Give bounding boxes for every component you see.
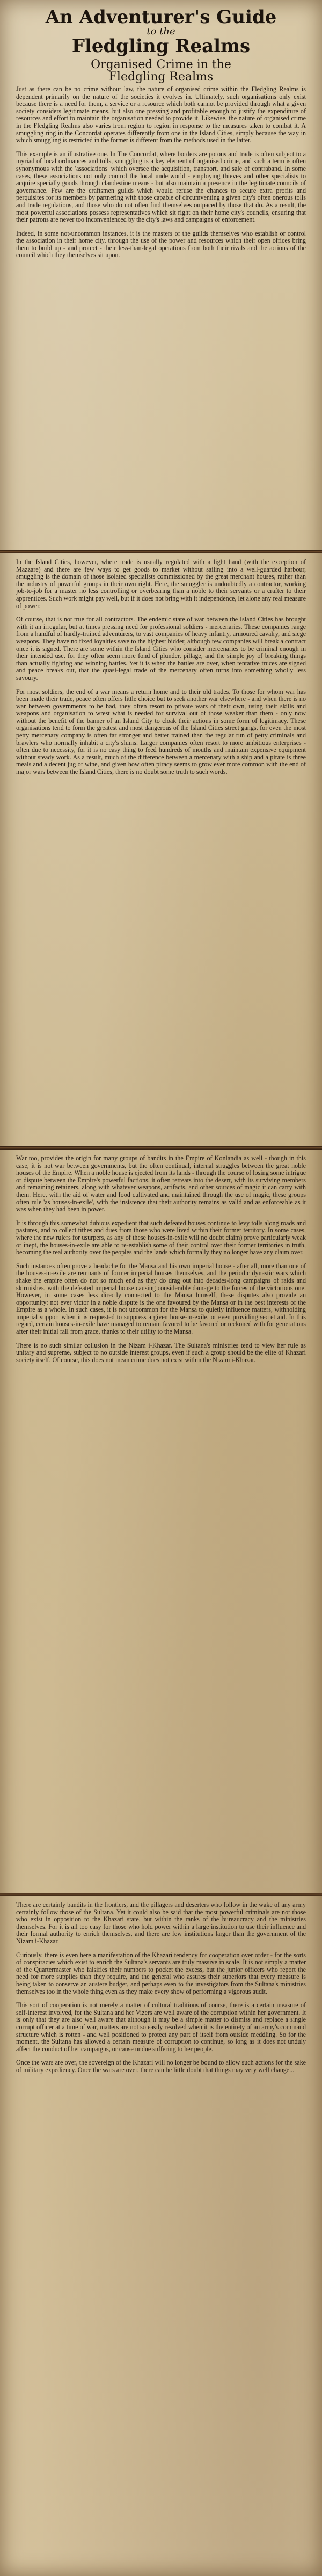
paragraph: Of course, that is not true for all contractors. The endemic state of war between the Island Cities has brought with it an irregular, but at times pressing need for professional soldiers - mercenaries. These companies range from a handful of hardly-trained adventurers, to vast companies of heavy infantry, armoured cavalry, and siege weapons. They have no fixed loyalties save to the highest bidder, although few companies will break a contract once it is signed. There are some within the Island Cities who consider mercenaries to be criminal enough in their intended use, for they often seem more fond of plunder, pillage, and the simple joy of breaking things than actually fighting and winning battles. Yet it is when the battles are over, when tentative truces are signed and peace breaks out, that the quasi-legal trade of the mercenary often turns into something wholly less savoury. <box>16 616 306 682</box>
chapter-title-line1: Organised Crime in the <box>91 58 231 71</box>
paragraph: Indeed, in some not-uncommon instances, it is the masters of the guilds themselves who establish or control the association in their home city, through the use of the power and resources which their open offices bring them to build up - and protect - their less-than-legal operations from both their rivals and the actions of the council which they themselves sit upon. <box>16 229 306 259</box>
paragraph: Such instances often prove a headache for the Mansa and his own imperial house - after all, more than one of the houses-in-exile are remnants of former imperial houses themselves, and the periodic dynastic wars which shake the empire often do not so much end as they do drag out into decades-long campaigns of raids and skirmishes, with the defeated imperial house causing considerable damage to the forces of the victorious one. However, in some cases less directly connected to the Mansa himself, these disputes also provide an opportunity: not ever victor in a noble dispute is the one favoured by the Mansa or in the best interests of the Empire as a whole. In such cases, it is not uncommon for the Mansa to quietly influence matters, withholding imperial support when it is requested to suppress a given house-in-exile, or even providing secret aid. In this regard, certain houses-in-exile have managed to remain favored to be favored or reckoned with for generations after their initial fall from grace, thanks to their utility to the Mansa. <box>16 1262 306 1336</box>
paragraph: Curiously, there is even here a manifestation of the Khazari tendency for cooperation over order - for the sorts of conspiracies which exist to enrich the Sultana's servants are truly massive in scale. It is not simply a matter of the Quartermaster who falsifies their numbers to pocket the excess, but the junior officers who report the need for more supplies than they require, and the general who assures their superiors that every measure is being taken to conserve an austere budget, and perhaps even to the investigators from the Sultana's ministries themselves too in the whole thing even as they make every show of performing a vigorous audit. <box>16 1951 306 1995</box>
paragraph: This sort of cooperation is not merely a matter of cultural traditions of course, there is a certain measure of self-interest involved, for the Sultana and her Vizers are well aware of the corruption within her government. It is only that they are also well aware that although it may be a simple matter to dismiss and replace a single corrupt officer at a time of war, matters are not so easily resolved when it is the entirety of an army's command structure which is rotten - and well positioned to protect any part of itself from outside meddling. So for the moment, the Sultana has allowed a certain measure of corruption to continue, so long as it does not unduly affect the conduct of her campaigns, or cause undue suffering to her people. <box>16 2001 306 2053</box>
book-title-line1: An Adventurer's Guide <box>45 6 277 28</box>
section-4 <box>0 1896 322 2567</box>
paragraph: There are certainly bandits in the frontiers, and the pillagers and deserters who follow in the wake of any army certainly follow those of the Sultana. Yet it could also be said that the most powerful criminals are not those who exist in opposition to the Khazari state, but within the ranks of the bureaucracy and the ministries themselves. For it is all too easy for those who hold power within a large institution to use their influence and their formal authority to enrich themselves, and there are few institutions larger than the government of the Nizam i-Khazar. <box>16 1901 306 1945</box>
page-header <box>0 0 322 84</box>
section-3 <box>0 1150 322 1893</box>
book-title-to: to the <box>147 26 175 37</box>
chapter-title-line2: Fledgling Realms <box>108 70 214 84</box>
paragraph: In the Island Cities, however, where trade is usually regulated with a light hand (with the exception of Mazzare) and there are few ways to get goods to market without sailing into a well-guarded harbour, smuggling is the domain of those isolated specialists commissioned by the great merchant houses, rather than the industry of powerful groups in their own right. Here, the smuggler is undoubtedly a contractor, working job-to-job for a master no less controlling or overbearing than a noble to their servants or a crafter to their apprentices. Such work might pay well, but if it does not bring with it independence, let alone any real measure of power. <box>16 558 306 610</box>
paragraph: For most soldiers, the end of a war means a return home and to their old trades. To those for whom war has been made their trade, peace often offers little choice but to seek another war elsewhere - and when there is no war between governments to be had, they often resort to private wars of their own, using their skills and weapons and organisation to wrest what is needed for survival out of those weaker than them - only now without the benefit of the banner of an Island City to cloak their actions in some form of legitimacy. These organisations tend to form the greatest and most dangerous of the Island Cities street gangs, for even the most petty mercenary company is often far stronger and better trained than the regular run of petty criminals and brawlers who normally inhabit a city's slums. Larger companies often resort to more ambitious enterprises - often due to necessity, for it is no easy thing to feed hundreds of mouths and maintain expensive equipment without steady work. As a result, much of the difference between a mercenary with a ship and a pirate is three meals and a decent jug of wine, and given how often piracy seems to grow ever more common with the end of major wars between the Island Cities, there is no doubt some truth to such words. <box>16 687 306 776</box>
paragraph: Just as there can be no crime without law, the nature of organised crime within the Fledgling Realms is dependent primarily on the nature of the societies it evolves in. Ultimately, such organisations only exist because there is a need for them, a service or a resource which both cannot be provided through what a given society considers legitimate means, but also one pressing and profitable enough to justify the expenditure of resources and effort to maintain the organisation needed to provide it. Likewise, the nature of organised crime in the Fledgling Realms also varies from region to region in response to the measures taken to combat it. A smuggling ring in the Concordat operates differently from one in the Island Cities, simply because the way in which smuggling is restricted in the former is different from the methods used in the latter. <box>16 85 306 144</box>
paragraph: War too, provides the origin for many groups of bandits in the Empire of Konlandia as well - though in this case, it is not war between governments, but the often continual, internal struggles between the great noble houses of the Empire. When a noble house is ejected from its lands - through the course of losing some intrigue or dispute between the Empire's powerful factions, it often retreats into the desert, with its surviving members and remaining retainers, along with whatever weapons, artifacts, and other sources of magic it can carry with them. Here, with the aid of water and food cultivated and maintained through the use of magic, these groups often rule 'as houses-in-exile', with the insistence that their authority remains as valid and as enforceable as it was when they had been in power. <box>16 1154 306 1213</box>
paragraph: There is no such similar collusion in the Nizam i-Khazar. The Sultana's ministries tend to view her rule as unitary and supreme, subject to no outside interest groups, even if such a group should be the elite of Khazari society itself. Of course, this does not mean crime does not exist within the Nizam i-Khazar. <box>16 1341 306 1364</box>
paragraph: Once the wars are over, the sovereign of the Khazari will no longer be bound to allow such actions for the sake of military expediency. Once the wars are over, there can be little doubt that things may very well change... <box>16 2059 306 2074</box>
paragraph: It is through this somewhat dubious expedient that such defeated houses continue to levy tolls along roads and pastures, and to collect tithes and dues from those who were lived within their former territory. In some cases, where the new rulers for usurpers, as any of these houses-in-exile will no doubt claim) prove particularly weak or inept, the houses-in-exile are able to re-establish some of their control over their former territories in truth, becoming the real authority over the peoples and the lands which formally they no longer have any claim over. <box>16 1219 306 1256</box>
book-title-line2: Fledgling Realms <box>71 35 251 57</box>
paragraph: This example is an illustrative one. In The Concordat, where borders are porous and trade is often subject to a myriad of local ordinances and tolls, smuggling is a key element of organised crime, and such a term is often synonymous with the 'associations' which oversee the acquisition, transport, and sale of contraband. In some cases, these associations not only control the local underworld - employing thieves and other specialists to acquire specially goods through clandestine means - but also maintain a presence in the legitimate councils of governance. Few are the craftsmen guilds which would refuse the chances to secure extra profits and perquisites for its members by partnering with those capable of circumventing a given city's often onerous tolls and trade regulations, and those who do not often find themselves outpaced by those that do. As a result, the most powerful associations possess representatives which sit right on their home city's councils, ensuring that their patrons are never too inconvenienced by the city's laws and campaigns of enforcement. <box>16 150 306 224</box>
section-1 <box>0 80 322 550</box>
section-2 <box>0 553 322 1146</box>
